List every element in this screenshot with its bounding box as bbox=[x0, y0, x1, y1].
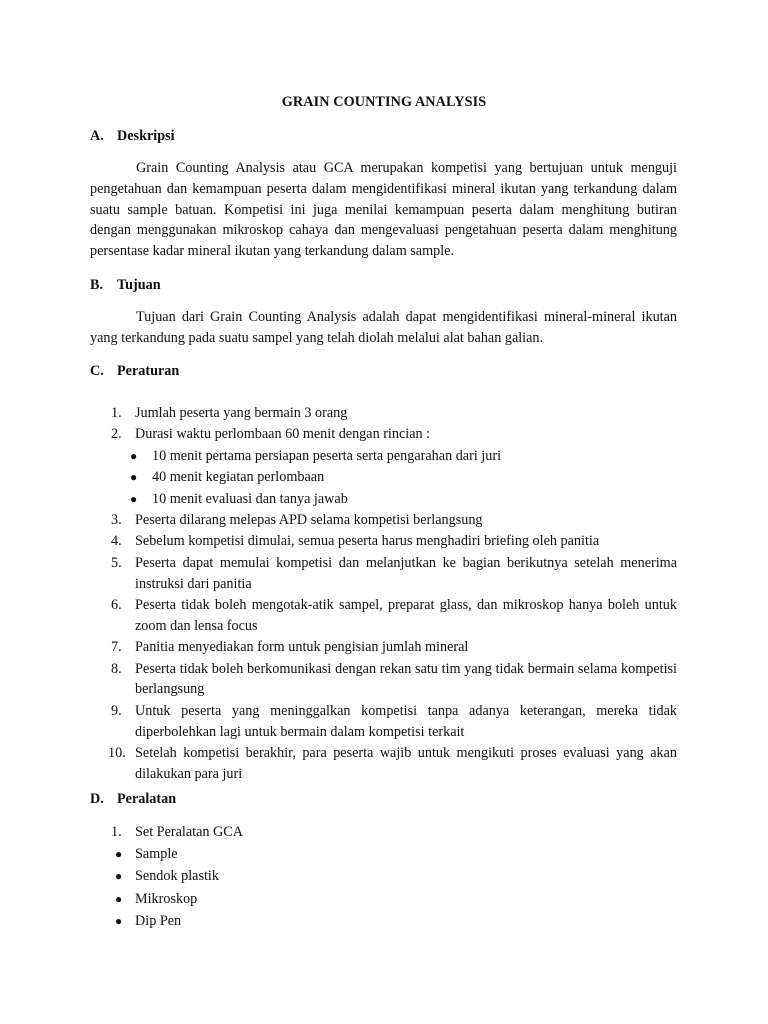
section-b-heading bbox=[90, 277, 161, 294]
list-item-number: 8. bbox=[111, 660, 122, 677]
list-item-number: 1. bbox=[111, 824, 122, 840]
list-item bbox=[90, 659, 677, 701]
bullet-icon: ● bbox=[115, 869, 123, 884]
list-item-text: Panitia menyediakan form untuk pengisian jumlah mineral bbox=[135, 639, 469, 656]
rules-list bbox=[90, 403, 677, 785]
section-c-heading bbox=[90, 363, 179, 380]
list-item-text: Peserta dilarang melepas APD selama kompetisi berlangsung bbox=[135, 512, 483, 528]
list-item-number: 10. bbox=[108, 744, 126, 761]
list-item-number: 1. bbox=[111, 405, 122, 421]
section-a-heading bbox=[90, 128, 175, 145]
list-item bbox=[90, 701, 677, 743]
section-d-heading bbox=[90, 791, 176, 808]
section-a-paragraph: Grain Counting Analysis atau GCA merupakan kompetisi yang bertujuan untuk menguji pengetahuan dan kemampuan peserta dalam mengidentifikasi mineral ikutan yang terkandung dalam suatu sample batuan. Kompetisi ini juga menilai kemampuan peserta dalam menghitung butiran dengan menggunakan mikroskop cahaya dan mengevaluasi pengetahuan peserta dalam menghitung persentase kadar mineral ikutan yang terkandung dalam sample. bbox=[90, 160, 677, 260]
section-a-title: Deskripsi bbox=[117, 128, 175, 144]
list-item-text: Mikroskop bbox=[135, 890, 198, 907]
list-item bbox=[90, 424, 677, 445]
list-item bbox=[90, 403, 677, 424]
section-b-paragraph-block bbox=[90, 307, 677, 349]
list-item bbox=[90, 553, 677, 595]
section-b-paragraph: Tujuan dari Grain Counting Analysis adalah dapat mengidentifikasi mineral-mineral ikutan yang terkandung pada suatu sampel yang telah diolah melalui alat bahan galian. bbox=[90, 309, 677, 346]
list-item-text: Sebelum kompetisi dimulai, semua peserta harus menghadiri briefing oleh panitia bbox=[135, 533, 600, 550]
list-item-text: Dip Pen bbox=[135, 912, 182, 929]
list-item-text: Setelah kompetisi berakhir, para peserta wajib untuk mengikuti proses evaluasi yang akan dilakukan para juri bbox=[135, 744, 677, 782]
equipment-list bbox=[90, 822, 677, 933]
section-c-letter: C. bbox=[90, 363, 104, 379]
section-a-paragraph-block bbox=[90, 158, 677, 262]
list-item-number: 3. bbox=[111, 512, 122, 528]
list-item-text: Jumlah peserta yang bermain 3 orang bbox=[135, 405, 348, 421]
sub-list-item-text: 40 menit kegiatan perlombaan bbox=[152, 469, 325, 486]
section-c-title: Peraturan bbox=[117, 363, 180, 379]
list-item-number: 5. bbox=[111, 554, 122, 571]
bullet-icon: ● bbox=[130, 448, 138, 463]
list-item bbox=[90, 510, 677, 531]
section-d-title: Peralatan bbox=[117, 791, 177, 807]
list-item bbox=[90, 637, 677, 658]
list-item bbox=[90, 866, 677, 888]
list-item-text: Peserta tidak boleh mengotak-atik sampel, preparat glass, dan mikroskop hanya boleh untuk zoom dan lensa focus bbox=[135, 596, 677, 634]
list-item-number: 9. bbox=[111, 702, 122, 719]
list-item-number: 6. bbox=[111, 596, 122, 613]
sub-list-item bbox=[90, 467, 677, 488]
list-item-text: Sendok plastik bbox=[135, 868, 219, 885]
list-item-text: Untuk peserta yang meninggalkan kompetisi tanpa adanya keterangan, mereka tidak diperbolehkan lagi untuk bermain dalam kompetisi terkait bbox=[135, 702, 677, 740]
list-item bbox=[90, 531, 677, 552]
sub-list-item bbox=[90, 446, 677, 467]
list-item bbox=[90, 743, 677, 785]
bullet-icon: ● bbox=[130, 491, 138, 506]
section-d-letter: D. bbox=[90, 791, 104, 807]
list-item bbox=[90, 822, 677, 844]
list-item-text: Set Peralatan GCA bbox=[135, 824, 243, 840]
list-item-number: 2. bbox=[111, 426, 122, 443]
list-item bbox=[90, 844, 677, 866]
list-item-text: Peserta tidak boleh berkomunikasi dengan rekan satu tim yang tidak bermain selama kompetisi berlangsung bbox=[135, 660, 677, 698]
bullet-icon: ● bbox=[130, 470, 138, 485]
section-b-title: Tujuan bbox=[117, 277, 161, 293]
list-item bbox=[90, 911, 677, 933]
section-a-letter: A. bbox=[90, 128, 104, 144]
list-item-number: 4. bbox=[111, 533, 122, 550]
list-item bbox=[90, 595, 677, 637]
document-title: GRAIN COUNTING ANALYSIS bbox=[281, 94, 487, 110]
bullet-icon: ● bbox=[115, 847, 123, 862]
list-item-number: 7. bbox=[111, 639, 122, 656]
list-item-text: Peserta dapat memulai kompetisi dan melanjutkan ke bagian berikutnya setelah menerima instruksi dari panitia bbox=[135, 554, 677, 592]
list-item-text: Sample bbox=[135, 846, 178, 863]
section-b-letter: B. bbox=[90, 277, 104, 293]
sub-list-item-text: 10 menit evaluasi dan tanya jawab bbox=[152, 490, 348, 507]
sub-list-item-text: 10 menit pertama persiapan peserta serta pengarahan dari juri bbox=[152, 447, 502, 464]
list-item-text: Durasi waktu perlombaan 60 menit dengan rincian : bbox=[135, 426, 431, 443]
list-item bbox=[90, 889, 677, 911]
bullet-icon: ● bbox=[115, 913, 123, 928]
bullet-icon: ● bbox=[115, 891, 123, 906]
sub-list-item bbox=[90, 489, 677, 510]
